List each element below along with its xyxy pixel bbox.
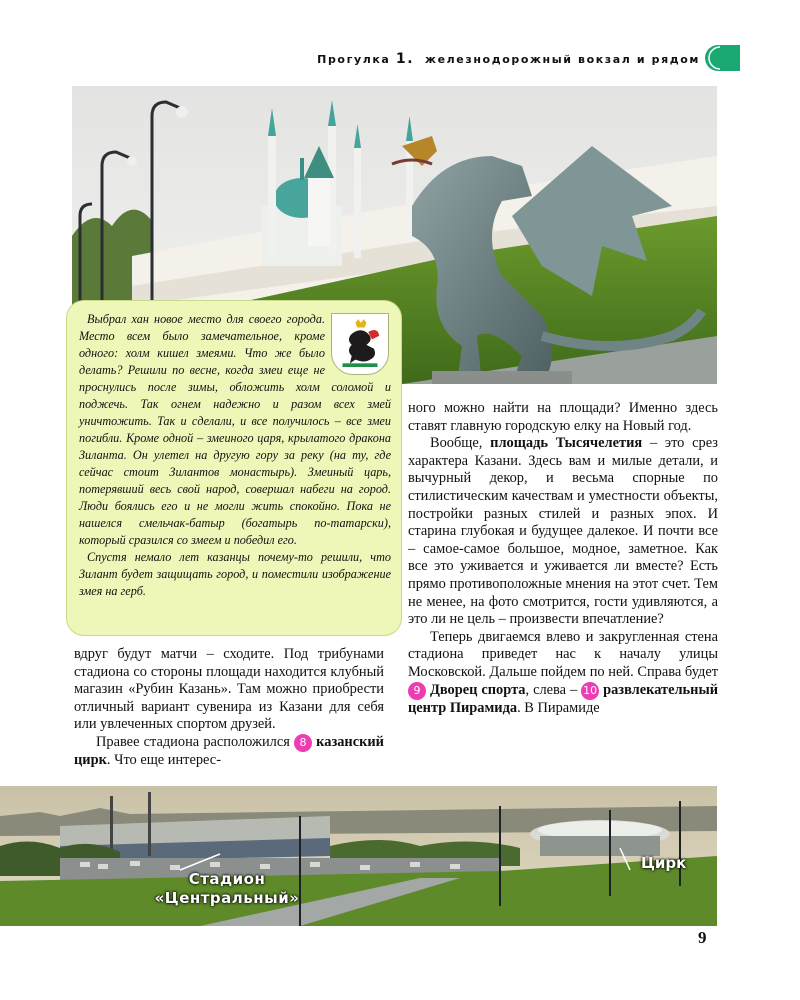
right-column (408, 400, 718, 717)
text-span: . Что еще интерес- (106, 751, 221, 768)
walk-label: Прогулка (317, 53, 391, 66)
right-paragraph-3 (408, 629, 718, 717)
running-header-title (317, 51, 700, 67)
stadium-label (142, 870, 312, 908)
text-span: Вообще, (430, 435, 483, 452)
section-title: железнодорожный вокзал и рядом (425, 53, 700, 66)
left-column (74, 646, 384, 770)
stadium-circus-photo (0, 786, 717, 926)
text-span: Правее стадиона расположился (96, 733, 290, 750)
pyramid-center-term: развлекательный центр Пирамида (408, 681, 718, 716)
palace-of-sports-term: Дворец спорта (429, 681, 526, 698)
point-badge-9: 9 (408, 682, 426, 700)
text-span: – это срез характера Казани. Здесь вам и милые детали, и вычурный декор, и весьма спорные по стилистическим качествам и уместности объекты, постройки разных стилей и разных эпох. И старина глубокая и будущее далекое. И почти все – самое-самое большое, модное, заметное. Как все это уживается и уживается ли вместе? Есть прямо противоположные мнения на этот счет. Тем не менее, на фото смотрится, гости удивляются, а это ли не цель – произвести впечатление? (408, 435, 718, 628)
stadium-label-line-1: Стадион (188, 870, 266, 888)
right-paragraph-1: ного можно найти на площади? Именно здесь ставят главную городскую елку на Новый год. (408, 400, 718, 434)
left-paragraph-2 (74, 734, 384, 770)
millennium-square-term: площадь Тысячелетия (490, 435, 643, 452)
right-paragraph-2 (408, 435, 718, 629)
legend-paragraph-1: Выбрал хан новое место для своего города. Место всем было замечательное, кроме одного: холм кишел змеями. Что же было делать? Решили по весне, когда змеи еще не проснулись после зимы, обложить холм соломой и поджечь. Так огнем надежно и разом всех змей уничтожить. Так и сделали, и все получилось – все змеи погибли. Кроме одной – змеиного царя, крылатого дракона Зиланта. Он улетел на другую гору за реку (на ту, где сейчас стоит Зилантов монастырь). Змеиный царь, потерявший весь свой народ, совершал набеги на город. Люди боялись его и не могли жить спокойно. Пока не нашелся смельчак-батыр (богатырь по-татарски), который сразился со змеем и победил его. (79, 312, 391, 547)
text-span: . В Пирамиде (517, 699, 600, 716)
walk-number: 1. (395, 51, 415, 67)
zilant-emblem-icon (337, 319, 383, 369)
circus-label: Цирк (641, 854, 687, 872)
stadium-label-line-2: «Центральный» (154, 889, 300, 907)
chapter-tab-icon (704, 45, 740, 71)
point-badge-10: 10 (581, 682, 599, 700)
legend-box (66, 300, 402, 636)
point-badge-8: 8 (294, 734, 312, 752)
running-header (0, 45, 800, 75)
left-paragraph-1: вдруг будут матчи – сходите. Под трибунами стадиона со стороны площади находится клубный магазин «Рубин Казань». Там можно приобрести отличный вариант сувенира из Казани для себя или увлеченных спортом друзей. (74, 646, 384, 733)
text-span: Теперь двигаемся влево и закругленная стена стадиона приведет нас к началу улицы Московской. Дальше пойдем по ней. Справа будет (408, 628, 718, 680)
legend-paragraph-2: Спустя немало лет казанцы почему-то решили, что Зилант будет защищать город, и поместили изображение змея на герб. (79, 550, 391, 598)
text-span: , слева – (525, 681, 578, 698)
page-number: 9 (698, 928, 707, 947)
kazan-circus-term: казанский цирк (74, 733, 384, 768)
kazan-coat-of-arms (331, 313, 389, 375)
